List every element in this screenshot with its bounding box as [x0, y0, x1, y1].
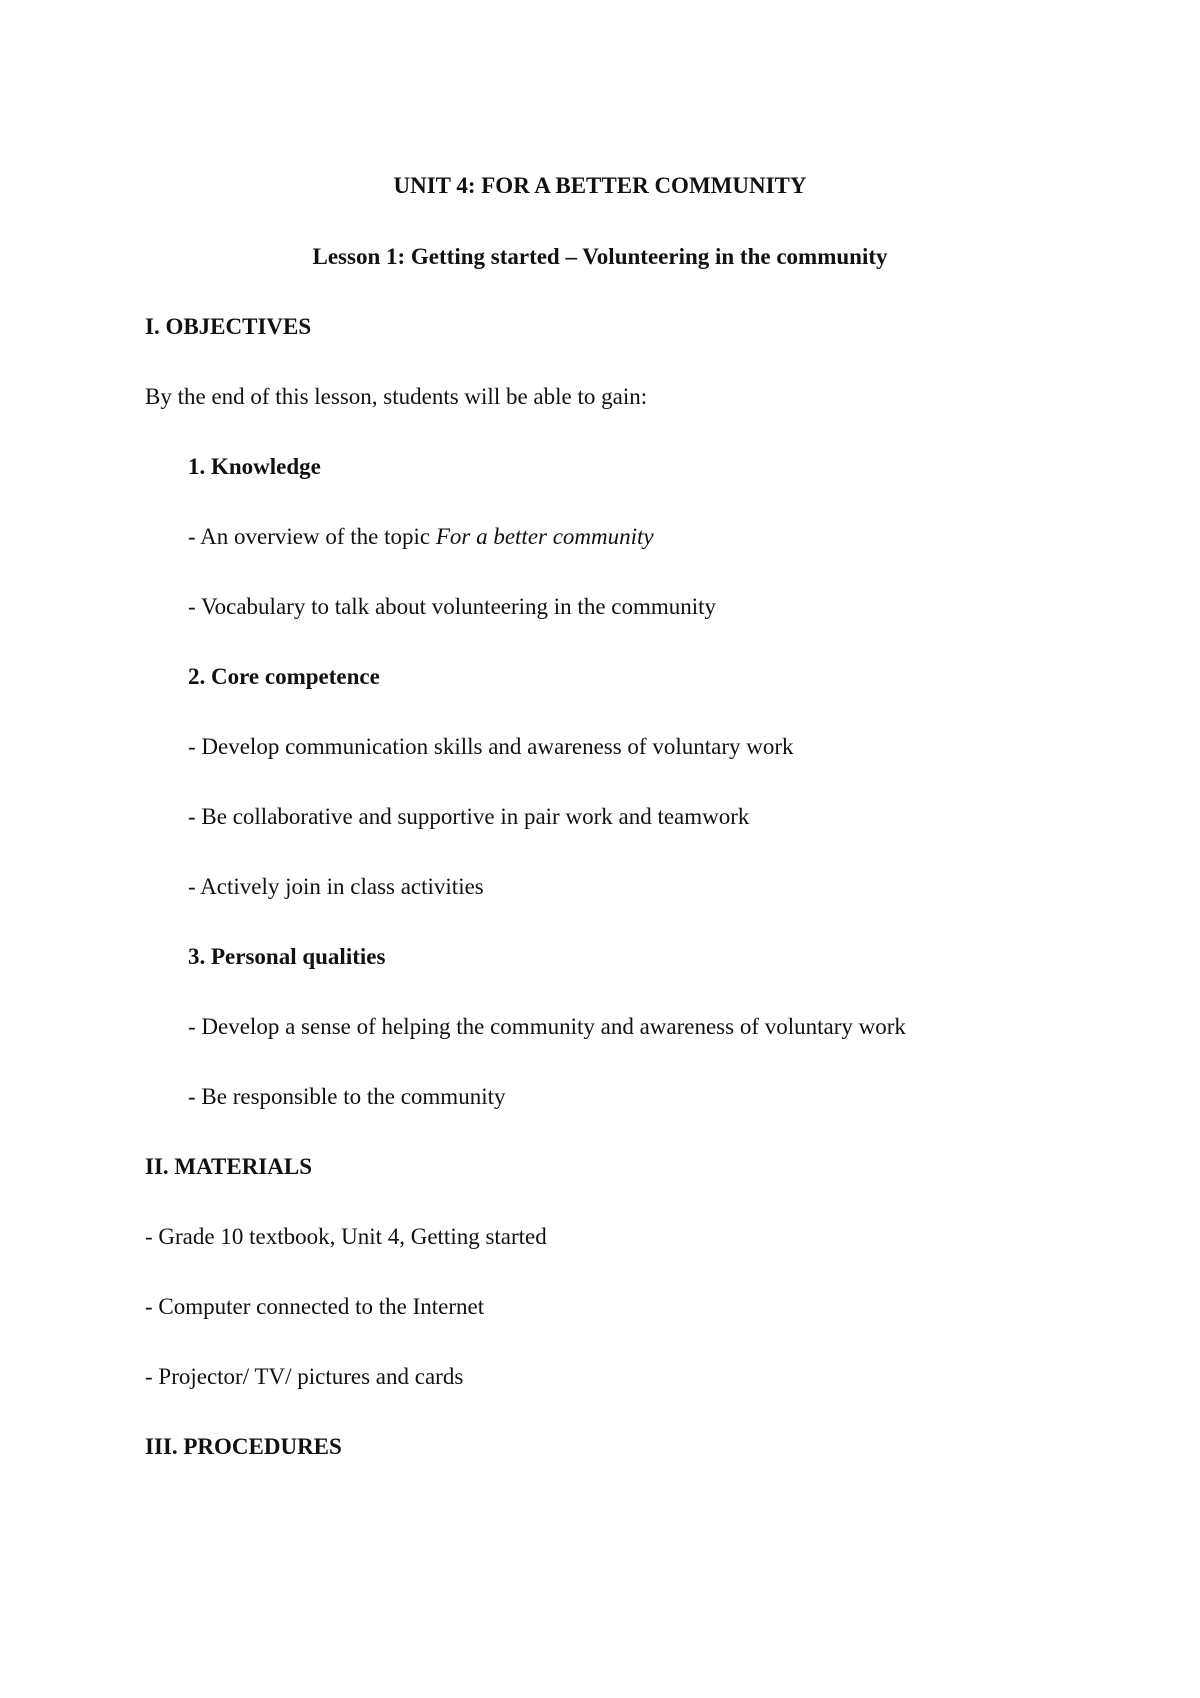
- personal-qualities-item: - Be responsible to the community: [188, 1084, 506, 1109]
- topic-italic: For a better community: [435, 524, 654, 549]
- materials-item: - Computer connected to the Internet: [145, 1294, 485, 1319]
- objectives-heading: I. OBJECTIVES: [145, 314, 312, 339]
- knowledge-item-overview: [188, 523, 654, 551]
- materials-item: - Grade 10 textbook, Unit 4, Getting started: [145, 1224, 547, 1249]
- lesson-title: Lesson 1: Getting started – Volunteering in the community: [312, 244, 888, 269]
- materials-item: - Projector/ TV/ pictures and cards: [145, 1364, 464, 1389]
- personal-qualities-item: - Develop a sense of helping the community and awareness of voluntary work: [188, 1014, 906, 1039]
- materials-heading: II. MATERIALS: [145, 1154, 312, 1179]
- core-competence-item: - Develop communication skills and awareness of voluntary work: [188, 734, 794, 759]
- knowledge-item-vocabulary: - Vocabulary to talk about volunteering in the community: [188, 594, 717, 619]
- personal-qualities-heading: 3. Personal qualities: [188, 944, 386, 969]
- knowledge-item-prefix: - An overview of the topic: [188, 524, 436, 549]
- knowledge-heading: 1. Knowledge: [188, 454, 321, 479]
- objectives-intro: By the end of this lesson, students will be able to gain:: [145, 384, 648, 409]
- procedures-heading: III. PROCEDURES: [145, 1434, 342, 1459]
- core-competence-heading: 2. Core competence: [188, 664, 380, 689]
- core-competence-item: - Be collaborative and supportive in pair work and teamwork: [188, 804, 750, 829]
- unit-title: UNIT 4: FOR A BETTER COMMUNITY: [393, 173, 807, 198]
- core-competence-item: - Actively join in class activities: [188, 874, 484, 899]
